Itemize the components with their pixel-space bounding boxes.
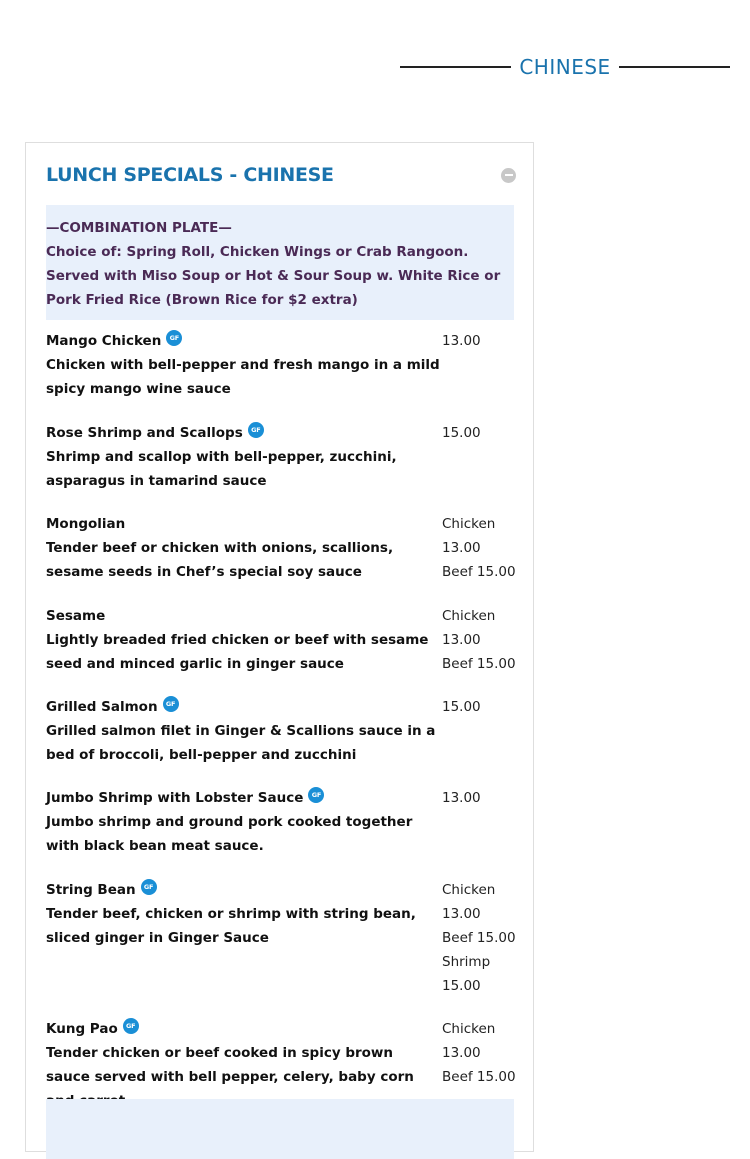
menu-item-name-text: Jumbo Shrimp with Lobster Sauce — [46, 790, 304, 806]
price-line: 15.00 — [442, 425, 481, 441]
gluten-free-icon: GF — [248, 422, 264, 438]
gluten-free-icon: GF — [123, 1018, 139, 1034]
menu-item-price — [442, 786, 522, 810]
menu-item-name-text: Mongolian — [46, 516, 126, 532]
menu-item-description: Grilled salmon filet in Ginger & Scallions sauce in a bed of broccoli, bell-pepper and zucchini — [46, 723, 436, 763]
menu-item-description: Lightly breaded fried chicken or beef with sesame seed and minced garlic in ginger sauce — [46, 632, 429, 672]
price-line: Beef 15.00 — [442, 656, 516, 672]
price-line: 15.00 — [442, 978, 481, 994]
menu-item-name-text: Mango Chicken — [46, 333, 162, 349]
price-line: Beef 15.00 — [442, 1069, 516, 1085]
heading-rule-left — [400, 66, 511, 68]
lunch-specials-panel — [25, 142, 534, 1152]
section-heading — [400, 50, 730, 84]
menu-item-price — [442, 512, 522, 584]
heading-rule-right — [619, 66, 730, 68]
next-section-band — [46, 1099, 514, 1159]
price-line: Beef 15.00 — [442, 564, 516, 580]
menu-item-description: Tender beef or chicken with onions, scallions, sesame seeds in Chef’s special soy sauce — [46, 540, 394, 580]
gluten-free-icon: GF — [166, 330, 182, 346]
menu-item-name-text: Sesame — [46, 608, 106, 624]
menu-item-name-text: Rose Shrimp and Scallops — [46, 425, 243, 441]
menu-item-price — [442, 329, 522, 353]
price-line: 13.00 — [442, 632, 481, 648]
price-line: 13.00 — [442, 540, 481, 556]
price-line: Chicken — [442, 516, 496, 532]
menu-item — [46, 695, 516, 767]
gluten-free-icon: GF — [308, 787, 324, 803]
price-line: 15.00 — [442, 699, 481, 715]
price-line: Beef 15.00 — [442, 930, 516, 946]
menu-item-price — [442, 421, 522, 445]
price-line: 13.00 — [442, 790, 481, 806]
menu-item-price — [442, 604, 522, 676]
price-line: 13.00 — [442, 333, 481, 349]
menu-item-name-text: String Bean — [46, 882, 136, 898]
menu-item — [46, 878, 516, 994]
menu-item-description: Tender chicken or beef cooked in spicy brown sauce served with bell pepper, celery, baby corn — [46, 1045, 414, 1085]
price-line: Chicken — [442, 882, 496, 898]
section-title: CHINESE — [519, 55, 611, 79]
menu-item-name-text: Kung Pao — [46, 1021, 118, 1037]
menu-item-description: Jumbo shrimp and ground pork cooked together with black bean meat sauce. — [46, 814, 413, 854]
menu-item — [46, 604, 516, 676]
menu-item — [46, 512, 516, 584]
price-line: Shrimp — [442, 954, 491, 970]
collapse-icon[interactable] — [501, 168, 516, 183]
price-line: Chicken — [442, 1021, 496, 1037]
gluten-free-icon: GF — [141, 879, 157, 895]
panel-header[interactable] — [46, 161, 516, 189]
combo-description: Choice of: Spring Roll, Chicken Wings or Crab Rangoon. Served with Miso Soup or Hot & Sour Soup w. White Rice or Pork Fried Rice (Brown Rice for $2 extra) — [46, 244, 501, 308]
panel-title: LUNCH SPECIALS - CHINESE — [46, 164, 334, 186]
menu-item — [46, 329, 516, 401]
gluten-free-icon: GF — [163, 696, 179, 712]
price-line: 13.00 — [442, 1045, 481, 1061]
menu-item — [46, 786, 516, 858]
menu-item-price — [442, 1017, 522, 1089]
price-line: 13.00 — [442, 906, 481, 922]
combo-heading: —COMBINATION PLATE— — [46, 220, 232, 236]
menu-item-description: Tender beef, chicken or shrimp with string bean, sliced ginger in Ginger Sauce — [46, 906, 416, 946]
menu-item-name-text: Grilled Salmon — [46, 699, 158, 715]
menu-item-description: Shrimp and scallop with bell-pepper, zucchini, asparagus in tamarind sauce — [46, 449, 397, 489]
price-line: Chicken — [442, 608, 496, 624]
menu-item — [46, 421, 516, 493]
menu-item-description: Chicken with bell-pepper and fresh mango in a mild spicy mango wine sauce — [46, 357, 440, 397]
combination-plate-box — [46, 205, 514, 320]
menu-item-price — [442, 695, 522, 719]
menu-item-price — [442, 878, 522, 998]
